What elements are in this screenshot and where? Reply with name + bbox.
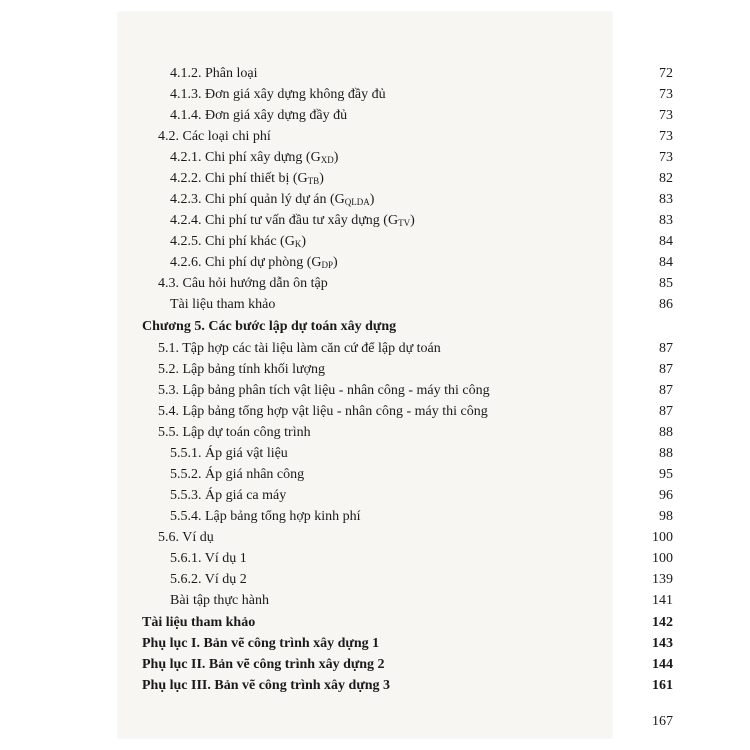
toc-entry: [158, 339, 673, 359]
toc-entry-page: 88: [659, 446, 673, 461]
toc-entry-title: 4.2.1. Chi phí xây dựng (G: [170, 150, 321, 165]
toc-entry-title-wrap: [170, 148, 338, 170]
toc-entry: [170, 570, 673, 590]
toc-entry-title-wrap: [170, 253, 338, 275]
toc-entry-tail: ): [333, 255, 338, 270]
toc-entry-title: 5.5. Lập dự toán công trình: [158, 425, 311, 440]
toc-entry-tail: ): [333, 150, 339, 165]
toc-entry: [142, 634, 673, 654]
toc-entry-title: 4.2. Các loại chi phí: [158, 129, 271, 144]
toc-entry: [170, 169, 673, 189]
toc-entry-page: 88: [659, 425, 673, 440]
book-page: [118, 12, 673, 738]
toc-entry-page: 161: [652, 678, 673, 693]
toc-entry-page: 96: [659, 488, 673, 503]
toc-entry-page: 87: [659, 362, 673, 377]
toc-entry: [158, 423, 673, 443]
page-number-footer: 167: [652, 714, 673, 729]
toc-entry: [170, 549, 673, 569]
toc-entry: [170, 148, 673, 168]
toc-entry-page: 141: [652, 593, 673, 608]
toc-entry-title: 4.2.2. Chi phí thiết bị (G: [170, 171, 308, 186]
toc-entry-page: 87: [659, 383, 673, 398]
toc-entry: [170, 211, 673, 231]
toc-entry-title: 4.2.3. Chi phí quản lý dự án (G: [170, 192, 345, 207]
toc-entry-page: 95: [659, 467, 673, 482]
toc-entry-page: 73: [659, 87, 673, 102]
toc-entry: [158, 402, 673, 422]
toc-entry-title: Chương 5. Các bước lập dự toán xây dựng: [142, 319, 397, 334]
toc-entry-title-wrap: [170, 211, 415, 233]
toc-entry: [170, 507, 673, 527]
toc-entry-title: 5.6.1. Ví dụ 1: [170, 551, 247, 566]
toc-entry: [170, 465, 673, 485]
toc-entry-page: 144: [652, 657, 673, 672]
toc-entry-title: 5.2. Lập bảng tính khối lượng: [158, 362, 326, 377]
toc-entry: [170, 85, 673, 105]
toc-entry-title-wrap: [170, 232, 306, 254]
toc-entry-title: 5.6. Ví dụ: [158, 530, 214, 545]
toc-entry: [142, 613, 673, 633]
toc-entry-title: 4.1.4. Đơn giá xây dựng đầy đủ: [170, 108, 348, 123]
toc-entry: [158, 127, 673, 147]
toc-entry: [142, 676, 673, 696]
toc-entry-title: 4.2.4. Chi phí tư vấn đầu tư xây dựng (G: [170, 213, 399, 228]
toc-entry-tail: ): [301, 234, 306, 249]
toc-entry-title: Tài liệu tham khảo: [142, 615, 256, 630]
toc-entry-title: 5.5.2. Áp giá nhân công: [170, 467, 305, 482]
toc-entry-title: Phụ lục III. Bản vẽ công trình xây dựng 3: [142, 678, 391, 693]
toc-entry: [170, 190, 673, 210]
toc-entry-title: 5.5.1. Áp giá vật liệu: [170, 446, 288, 461]
toc-entry: [142, 655, 673, 675]
toc-entry-title: 5.6.2. Ví dụ 2: [170, 572, 247, 587]
toc-entry-title: 5.3. Lập bảng phân tích vật liệu - nhân công - máy thi công: [158, 383, 490, 398]
toc-entry-page: 83: [659, 213, 673, 228]
toc-entry-title: 4.3. Câu hỏi hướng dẫn ôn tập: [158, 276, 328, 291]
toc-entry-page: 139: [652, 572, 673, 587]
toc-entry: [142, 317, 673, 337]
toc-entry-subscript: XD: [320, 155, 334, 165]
toc-entry-title: 4.1.2. Phân loại: [170, 66, 258, 81]
toc-entry-title-wrap: [170, 190, 374, 212]
toc-entry-title: Phụ lục II. Bản vẽ công trình xây dựng 2: [142, 657, 385, 672]
toc-entry-page: 73: [659, 150, 673, 165]
toc-entry-page: 72: [659, 66, 673, 81]
toc-entry-page: 142: [652, 615, 673, 630]
toc-entry: [170, 64, 673, 84]
toc-entry-title: 5.1. Tập hợp các tài liệu làm căn cứ để lập dự toán: [158, 341, 441, 356]
toc-entry-title: 5.5.3. Áp giá ca máy: [170, 488, 287, 503]
toc-entry: [158, 381, 673, 401]
toc-entry-subscript: TV: [398, 218, 411, 228]
toc-entry-title: 4.2.6. Chi phí dự phòng (G: [170, 255, 322, 270]
toc-entry-tail: ): [410, 213, 415, 228]
toc-entry-title: 4.1.3. Đơn giá xây dựng không đầy đủ: [170, 87, 386, 102]
toc-entry-title: 5.4. Lập bảng tổng hợp vật liệu - nhân công - máy thi công: [158, 404, 488, 419]
toc-entry-subscript: QLDA: [344, 197, 370, 207]
toc-entry-page: 84: [659, 255, 673, 270]
toc-entry-page: 83: [659, 192, 673, 207]
toc-entry-page: 87: [659, 404, 673, 419]
toc-entry-tail: ): [319, 171, 324, 186]
toc-entry-title: Tài liệu tham khảo: [170, 297, 276, 312]
toc-entry-page: 82: [659, 171, 673, 186]
toc-entry-title: Phụ lục I. Bản vẽ công trình xây dựng 1: [142, 636, 380, 651]
toc-entry-page: 86: [659, 297, 673, 312]
toc-entry-page: 73: [659, 108, 673, 123]
toc-entry-page: 100: [652, 551, 673, 566]
toc-entry-page: 87: [659, 341, 673, 356]
toc-entry: [158, 528, 673, 548]
toc-entry-page: 100: [652, 530, 673, 545]
toc-entry: [170, 106, 673, 126]
toc-entry-subscript: DP: [321, 260, 333, 270]
toc-entry: [170, 295, 673, 315]
toc-entry-subscript: K: [294, 239, 302, 249]
toc-entry-title: Bài tập thực hành: [170, 593, 269, 608]
toc-entry-page: 143: [652, 636, 673, 651]
toc-entry: [158, 274, 673, 294]
toc-entry-page: 84: [659, 234, 673, 249]
toc-entry-subscript: TB: [307, 176, 320, 186]
toc-entry-tail: ): [369, 192, 375, 207]
toc-entry-title-wrap: [170, 169, 324, 191]
toc-entry: [158, 360, 673, 380]
toc-entry: [170, 232, 673, 252]
toc-entry-page: 85: [659, 276, 673, 291]
toc-entry-title: 4.2.5. Chi phí khác (G: [170, 234, 295, 249]
toc-entry-title: 5.5.4. Lập bảng tổng hợp kinh phí: [170, 509, 361, 524]
toc-entry: [170, 444, 673, 464]
toc-entry-page: 73: [659, 129, 673, 144]
toc-entry: [170, 253, 673, 273]
toc-entry-page: 98: [659, 509, 673, 524]
toc-entry: [170, 591, 673, 611]
toc-entry: [170, 486, 673, 506]
